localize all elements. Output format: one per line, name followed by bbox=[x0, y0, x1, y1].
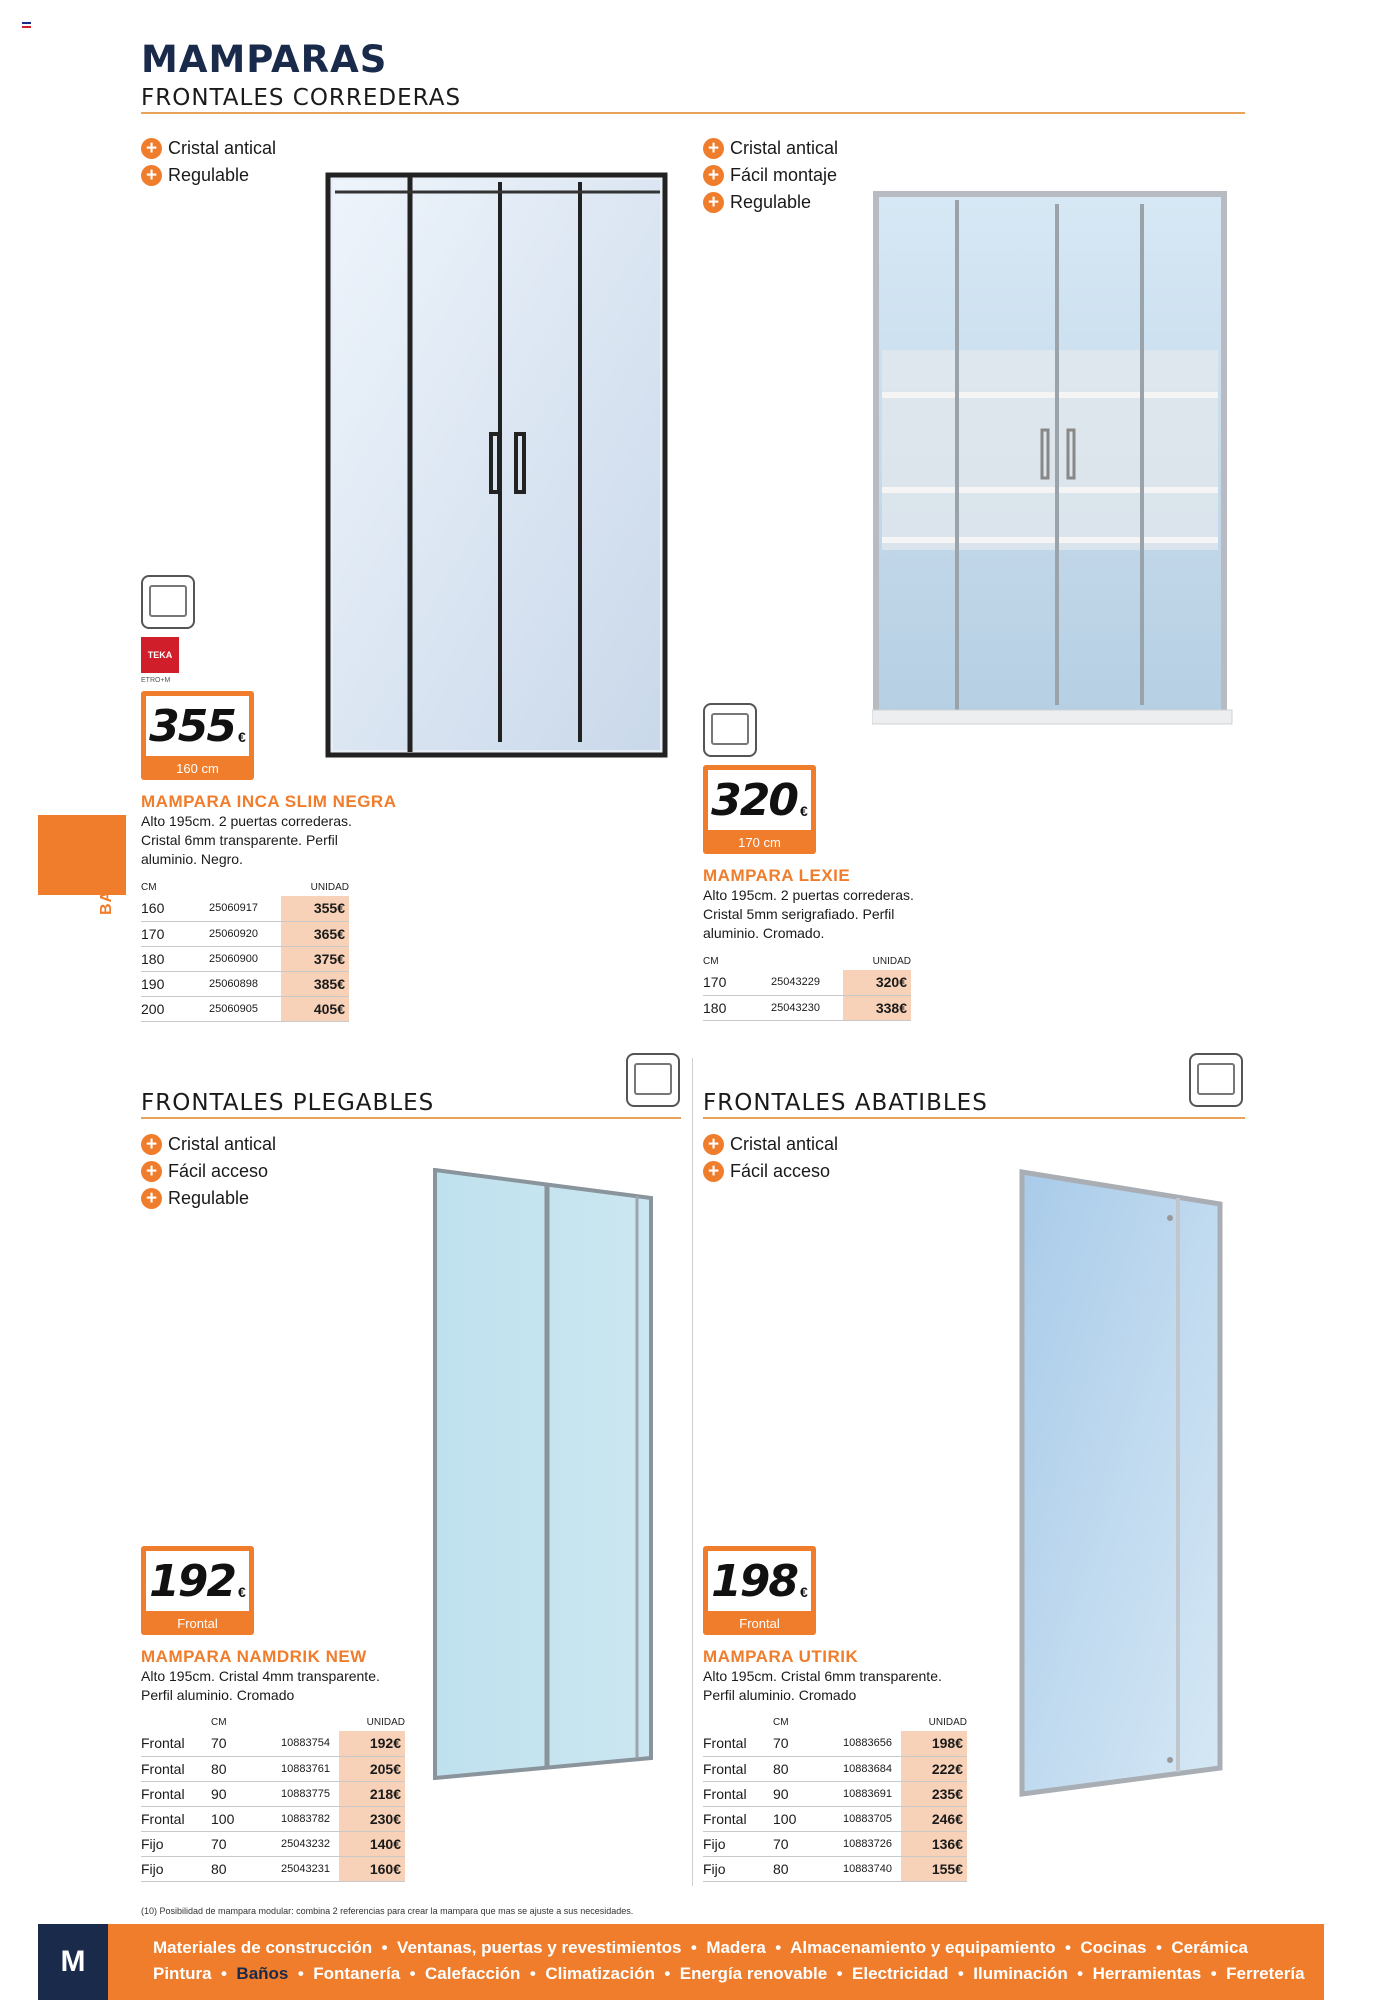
plus-icon: + bbox=[141, 165, 162, 186]
plus-icon: + bbox=[703, 165, 724, 186]
feature-item: + Cristal antical bbox=[703, 135, 838, 162]
feature-item: + Regulable bbox=[141, 1185, 276, 1212]
footer-category-link[interactable]: Energía renovable bbox=[679, 1964, 828, 1983]
feature-item: + Cristal antical bbox=[703, 1131, 838, 1158]
product-name-namdrik: MAMPARA NAMDRIK NEW bbox=[141, 1647, 367, 1666]
footer-category-link[interactable]: Madera bbox=[706, 1938, 766, 1957]
price-tag-namdrik: 192 € Frontal bbox=[141, 1546, 254, 1635]
table-row: Frontal 90 10883691 235€ bbox=[703, 1781, 967, 1806]
section-rule bbox=[141, 112, 1245, 114]
table-row: Fijo 70 25043232 140€ bbox=[141, 1831, 405, 1856]
store-logo: M bbox=[38, 1924, 108, 2000]
shower-tray-icon bbox=[141, 575, 195, 629]
brand-sub: ETRO+M bbox=[141, 677, 171, 684]
feature-item: + Cristal antical bbox=[141, 135, 276, 162]
footer-separator: • bbox=[948, 1964, 974, 1983]
table-row: 180 25060900 375€ bbox=[141, 946, 349, 971]
footer-category-link[interactable]: Herramientas bbox=[1092, 1964, 1202, 1983]
table-row: Frontal 80 10883684 222€ bbox=[703, 1756, 967, 1781]
footer-separator: • bbox=[400, 1964, 426, 1983]
footer-category-link[interactable]: Electricidad bbox=[852, 1964, 949, 1983]
feature-item: + Fácil acceso bbox=[141, 1158, 276, 1185]
footer-category-link[interactable]: Iluminación bbox=[973, 1964, 1068, 1983]
feature-item: + Cristal antical bbox=[141, 1131, 276, 1158]
side-label-banos: BAÑOS bbox=[98, 852, 115, 915]
footer-separator: • bbox=[372, 1938, 398, 1957]
plus-icon: + bbox=[141, 1134, 162, 1155]
spec-table-inca: CM UNIDAD 160 25060917 355€ 170 25060920 365€ 180 25060900 375€ 190 25060898 385€ 200 25060905 405€ bbox=[141, 878, 349, 1022]
flag-icon bbox=[22, 22, 31, 28]
section-title-plegables: FRONTALES PLEGABLES bbox=[141, 1090, 435, 1116]
table-row: Frontal 80 10883761 205€ bbox=[141, 1756, 405, 1781]
shower-tray-icon bbox=[703, 703, 757, 757]
plus-icon: + bbox=[141, 1188, 162, 1209]
table-row: Fijo 80 25043231 160€ bbox=[141, 1856, 405, 1881]
features-inca bbox=[141, 135, 276, 189]
footer-categories-line1 bbox=[153, 1938, 1248, 1958]
footer-separator: • bbox=[1146, 1938, 1172, 1957]
footer-separator: • bbox=[765, 1938, 791, 1957]
table-row: Frontal 100 10883705 246€ bbox=[703, 1806, 967, 1831]
table-row: 190 25060898 385€ bbox=[141, 971, 349, 996]
table-row: 200 25060905 405€ bbox=[141, 996, 349, 1021]
plus-icon: + bbox=[141, 138, 162, 159]
table-row: Fijo 70 10883726 136€ bbox=[703, 1831, 967, 1856]
footer-separator: • bbox=[827, 1964, 853, 1983]
footer-separator: • bbox=[1067, 1964, 1093, 1983]
footer-separator: • bbox=[654, 1964, 680, 1983]
table-row: Frontal 100 10883782 230€ bbox=[141, 1806, 405, 1831]
footer-category-link[interactable]: Materiales de construcción bbox=[153, 1938, 373, 1957]
plus-icon: + bbox=[703, 1134, 724, 1155]
footer-category-link[interactable]: Ventanas, puertas y revestimientos bbox=[397, 1938, 682, 1957]
product-image-namdrik bbox=[433, 1168, 653, 1780]
spec-table-lexie: CM UNIDAD 170 25043229 320€ 180 25043230 338€ bbox=[703, 952, 911, 1021]
footer-category-link[interactable]: Baños bbox=[236, 1964, 289, 1983]
footer-category-link[interactable]: Cerámica bbox=[1171, 1938, 1248, 1957]
column-divider bbox=[692, 1058, 693, 1886]
page-title: MAMPARAS bbox=[141, 38, 388, 81]
spec-table-utirik: CM UNIDAD Frontal 70 10883656 198€ Frontal 80 10883684 222€ Frontal 90 10883691 235€ Frontal 100 10883705 246€ Fijo 70 10883726 136€ Fijo 80 10883740 155€ bbox=[703, 1713, 967, 1882]
table-row: Frontal 90 10883775 218€ bbox=[141, 1781, 405, 1806]
footer-category-link[interactable]: Pintura bbox=[153, 1964, 212, 1983]
footer-separator: • bbox=[1201, 1964, 1227, 1983]
table-row: 170 25043229 320€ bbox=[703, 970, 911, 995]
features-namdrik bbox=[141, 1131, 276, 1212]
feature-item: + Regulable bbox=[141, 162, 276, 189]
price-tag-inca: 355 € 160 cm bbox=[141, 691, 254, 780]
footer-separator: • bbox=[1055, 1938, 1081, 1957]
footnote: (10) Posibilidad de mampara modular: combina 2 referencias para crear la mampara que mas se ajuste a sus necesidades. bbox=[141, 1906, 634, 1916]
footer-separator: • bbox=[211, 1964, 237, 1983]
table-row: Frontal 70 10883656 198€ bbox=[703, 1731, 967, 1756]
plus-icon: + bbox=[703, 1161, 724, 1182]
brand-logo-teka: TEKA bbox=[141, 637, 179, 673]
footer-separator: • bbox=[681, 1938, 707, 1957]
product-image-lexie bbox=[872, 190, 1234, 735]
footer-nav bbox=[38, 1924, 1324, 2000]
table-row: 160 25060917 355€ bbox=[141, 896, 349, 921]
product-image-utirik bbox=[1018, 1168, 1224, 1798]
product-desc-namdrik: Alto 195cm. Cristal 4mm transparente. Perfil aluminio. Cromado bbox=[141, 1668, 380, 1703]
plus-icon: + bbox=[703, 138, 724, 159]
feature-item: + Fácil montaje bbox=[703, 162, 838, 189]
features-utirik bbox=[703, 1131, 838, 1185]
shower-tray-icon bbox=[626, 1053, 680, 1107]
product-name-lexie: MAMPARA LEXIE bbox=[703, 866, 851, 885]
footer-category-link[interactable]: Climatización bbox=[545, 1964, 655, 1983]
table-row: 170 25060920 365€ bbox=[141, 921, 349, 946]
price-tag-lexie: 320 € 170 cm bbox=[703, 765, 816, 854]
footer-separator: • bbox=[520, 1964, 546, 1983]
footer-category-link[interactable]: Cocinas bbox=[1080, 1938, 1147, 1957]
product-name-inca: MAMPARA INCA SLIM NEGRA bbox=[141, 792, 397, 811]
section-rule bbox=[141, 1117, 681, 1119]
footer-separator: • bbox=[288, 1964, 314, 1983]
table-row: 180 25043230 338€ bbox=[703, 995, 911, 1020]
footer-category-link[interactable]: Ferretería bbox=[1226, 1964, 1305, 1983]
plus-icon: + bbox=[141, 1161, 162, 1182]
footer-category-link[interactable]: Almacenamiento y equipamiento bbox=[790, 1938, 1056, 1957]
shower-tray-icon bbox=[1189, 1053, 1243, 1107]
product-desc-utirik: Alto 195cm. Cristal 6mm transparente. Perfil aluminio. Cromado bbox=[703, 1668, 942, 1703]
feature-item: + Fácil acceso bbox=[703, 1158, 838, 1185]
product-name-utirik: MAMPARA UTIRIK bbox=[703, 1647, 859, 1666]
footer-category-link[interactable]: Calefacción bbox=[425, 1964, 521, 1983]
product-image-inca bbox=[325, 172, 670, 762]
footer-categories-line2 bbox=[153, 1964, 1305, 1984]
feature-item: + Regulable bbox=[703, 189, 838, 216]
spec-table-namdrik: CM UNIDAD Frontal 70 10883754 192€ Frontal 80 10883761 205€ Frontal 90 10883775 218€ Frontal 100 10883782 230€ Fijo 70 25043232 140€ Fijo 80 25043231 160€ bbox=[141, 1713, 405, 1882]
footer-category-link[interactable]: Fontanería bbox=[313, 1964, 401, 1983]
section-title-correderas: FRONTALES CORREDERAS bbox=[141, 85, 462, 111]
section-rule bbox=[703, 1117, 1245, 1119]
table-row: Frontal 70 10883754 192€ bbox=[141, 1731, 405, 1756]
product-desc-inca: Alto 195cm. 2 puertas correderas. Cristal 6mm transparente. Perfil aluminio. Negro. bbox=[141, 813, 352, 867]
price-tag-utirik: 198 € Frontal bbox=[703, 1546, 816, 1635]
plus-icon: + bbox=[703, 192, 724, 213]
product-desc-lexie: Alto 195cm. 2 puertas correderas. Cristal 5mm serigrafiado. Perfil aluminio. Cromado. bbox=[703, 887, 914, 941]
table-row: Fijo 80 10883740 155€ bbox=[703, 1856, 967, 1881]
features-lexie bbox=[703, 135, 838, 216]
section-title-abatibles: FRONTALES ABATIBLES bbox=[703, 1090, 988, 1116]
